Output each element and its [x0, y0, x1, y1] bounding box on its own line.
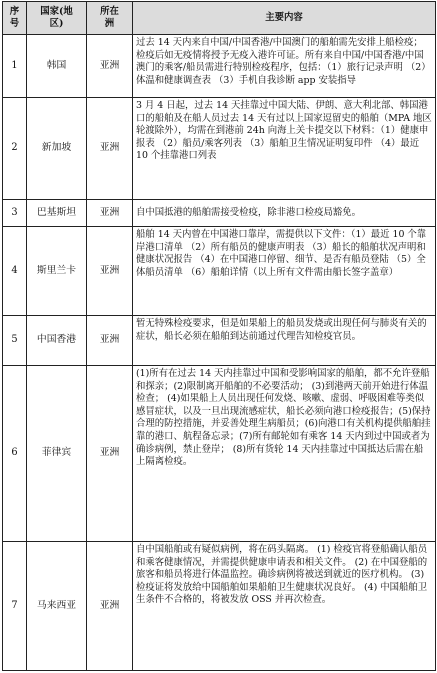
row-continent: 亚洲: [87, 366, 133, 542]
row-continent: 亚洲: [87, 35, 133, 98]
row-number: 5: [3, 316, 27, 366]
header-continent: 所在 洲: [87, 2, 133, 35]
table-row: [3, 200, 436, 227]
table-row: [3, 98, 436, 200]
table-row: [3, 35, 436, 98]
row-country: 中国香港: [27, 316, 87, 366]
table-row: [3, 366, 436, 542]
row-number: 6: [3, 366, 27, 542]
row-number: 4: [3, 227, 27, 316]
table-row: [3, 542, 436, 671]
row-continent: 亚洲: [87, 227, 133, 316]
row-content: (1)所有在过去 14 天内挂靠过中国和受影响国家的船舶，都不允许登船和探亲；(2)限制离开船舶的不必要活动； (3)到港两天前开始进行体温检查； (4)如果船上人员出现任何发烧、咳嗽、虚弱、呼吸困难等类似感冒症状，以及一旦出现流感症状，船长必须向港口检疫报告；(5)保持合理的防控措施，并妥善处理生病船员；(6)向港口有关机构提供船舶挂靠的港口、航程备忘录；(7)所有邮轮如有乘客 14 天内到过中国或者为确诊病例，禁止登岸； (8)所有货轮 14 天内挂靠过中国抵达后需在船上隔离检疫。: [133, 366, 436, 542]
row-country: 新加坡: [27, 98, 87, 200]
row-continent: 亚洲: [87, 316, 133, 366]
row-continent: 亚洲: [87, 542, 133, 671]
row-content: 暂无特殊检疫要求，但是如果船上的船员发烧或出现任何与肺炎有关的症状，船长必须在船舶到达前通过代理告知检疫官员。: [133, 316, 436, 366]
row-country: 马来西亚: [27, 542, 87, 671]
port-quarantine-table: [2, 1, 436, 671]
row-content: 自中国抵港的船舶需接受检疫，除非港口检疫局豁免。: [133, 200, 436, 227]
row-content: 过去 14 天内来自中国/中国香港/中国澳门的船舶需先安排上船检疫；检疫后如无疫情将授予无疫入港许可证。所有来自中国/中国香港/中国澳门的乘客/船员需进行特别检疫程序，包括：（1）旅行记录声明 （2）体温和健康调查表 （3）手机自我诊断 app 安装指导: [133, 35, 436, 98]
row-continent: 亚洲: [87, 98, 133, 200]
header-country: 国家(地 区): [27, 2, 87, 35]
row-country: 菲律宾: [27, 366, 87, 542]
row-country: 斯里兰卡: [27, 227, 87, 316]
row-country: 韩国: [27, 35, 87, 98]
table-row: [3, 227, 436, 316]
row-content: 自中国船舶或有疑似病例，将在码头隔离。 (1) 检疫官将登船确认船员和乘客健康情况，并需提供健康申请表和相关文件。 (2) 在中国登船的旅客和船员将进行体温监控。确诊病例将被送到就近的医疗机构。 (3) 检疫证将发放给中国船舶如果船舶卫生健康状况良好。 (4) 中国船舶卫生条件不合格的，将被发放 OSS 并再次检查。: [133, 542, 436, 671]
row-continent: 亚洲: [87, 200, 133, 227]
row-country: 巴基斯坦: [27, 200, 87, 227]
row-number: 1: [3, 35, 27, 98]
row-number: 2: [3, 98, 27, 200]
header-row: [3, 2, 436, 35]
header-no: 序 号: [3, 2, 27, 35]
header-content: 主要内容: [133, 2, 436, 35]
row-number: 7: [3, 542, 27, 671]
row-content: 3 月 4 日起，过去 14 天挂靠过中国大陆、伊朗、意大利北部、韩国港口的船舶及在船人员过去 14 天有过以上国家逗留史的船舶（MPA 地区轮渡除外），均需在到港前 24h 向海上关卡提交以下材料：（1）健康申报表 （2）船员/乘客列表 （3）船舶卫生情况证明复印件 （4）最近 10 个挂靠港口列表: [133, 98, 436, 200]
row-content: 船舶 14 天内曾在中国港口靠岸，需提供以下文件：（1）最近 10 个靠岸港口清单 （2）所有船员的健康声明表 （3）船长的船舶状况声明和健康状况报告 （4）在中国港口停留、细节、是否有船员登陆 （5）全体船员清单 （6）船舶详情（以上所有文件需由船长签字盖章）: [133, 227, 436, 316]
row-number: 3: [3, 200, 27, 227]
table-row: [3, 316, 436, 366]
